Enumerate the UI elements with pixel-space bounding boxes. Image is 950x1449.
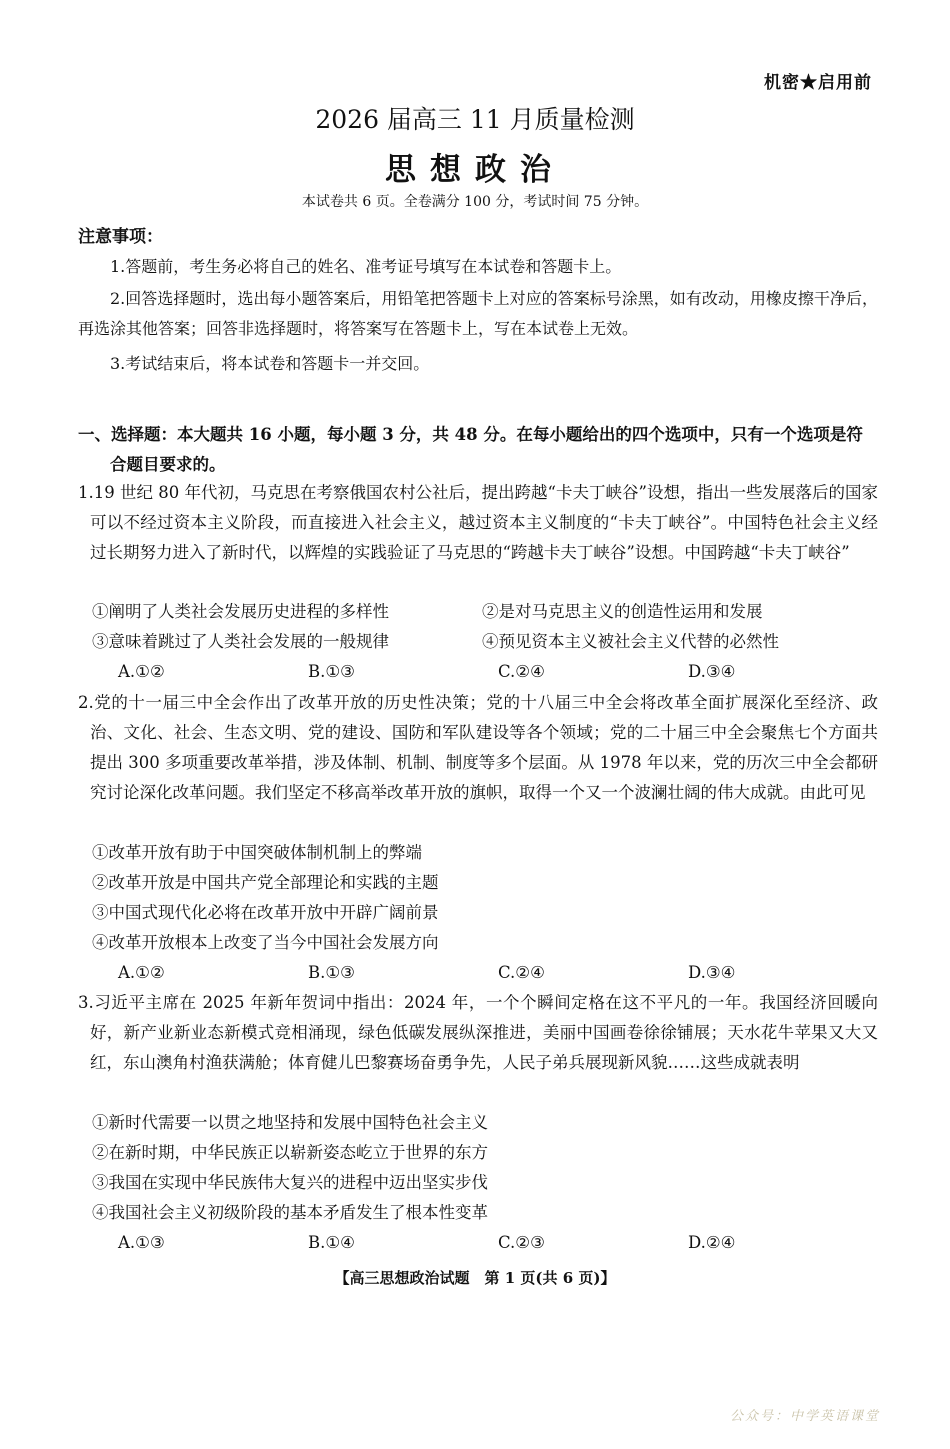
option-item: ①阐明了人类社会发展历史进程的多样性: [92, 602, 389, 621]
option-item: ④我国社会主义初级阶段的基本矛盾发生了根本性变革: [92, 1203, 488, 1222]
watermark: 公众号：中学英语课堂: [729, 1409, 880, 1424]
section-text: 一、选择题：本大题共 16 小题，每小题 3 分，共 48 分。在每小题给出的四个选项中，只有一个选项是符合题目要求的。: [78, 425, 863, 474]
option-item: ②在新时期，中华民族正以崭新姿态屹立于世界的东方: [92, 1143, 488, 1162]
options-row: [92, 627, 882, 657]
answer-choice: D.②④: [688, 1233, 736, 1252]
answer-choices: [118, 958, 878, 988]
notice-heading: 注意事项：: [78, 227, 163, 247]
answer-choice: C.②③: [498, 1233, 545, 1252]
answer-choice: D.③④: [688, 963, 736, 982]
answer-choice: B.①③: [308, 963, 355, 982]
question-2: [78, 688, 878, 808]
notice-item: 1.答题前，考生务必将自己的姓名、准考证号填写在本试卷和答题卡上。: [110, 257, 622, 276]
answer-choice: A.①③: [118, 1233, 165, 1252]
section-heading: [78, 420, 878, 480]
option-item: ①改革开放有助于中国突破体制机制上的弊端: [92, 843, 422, 862]
option-item: ②改革开放是中国共产党全部理论和实践的主题: [92, 873, 439, 892]
option-item: ③中国式现代化必将在改革开放中开辟广阔前景: [92, 903, 439, 922]
option-item: ①新时代需要一以贯之地坚持和发展中国特色社会主义: [92, 1113, 488, 1132]
answer-choice: D.③④: [688, 662, 736, 681]
answer-choice: A.①②: [118, 662, 165, 681]
options-row: [92, 597, 882, 627]
answer-choice: B.①③: [308, 662, 355, 681]
option-item: ③意味着跳过了人类社会发展的一般规律: [92, 632, 389, 651]
answer-choices: [118, 657, 878, 687]
answer-choices: [118, 1228, 878, 1258]
question-stem: 1.19 世纪 80 年代初，马克思在考察俄国农村公社后，提出跨越“卡夫丁峡谷”设想，指出一些发展落后的国家可以不经过资本主义阶段，而直接进入社会主义，越过资本主义制度的“卡夫丁峡谷”。中国特色社会主义经过长期努力进入了新时代，以辉煌的实践验证了马克思的“跨越卡夫丁峡谷”设想。中国跨越“卡夫丁峡谷”: [78, 483, 878, 562]
answer-choice: A.①②: [118, 963, 165, 982]
question-stem: 2.党的十一届三中全会作出了改革开放的历史性决策；党的十八届三中全会将改革全面扩展深化至经济、政治、文化、社会、生态文明、党的建设、国防和军队建设等各个领域；党的二十届三中全会聚焦七个方面共提出 300 多项重要改革举措，涉及体制、机制、制度等多个层面。从 1978 年以来，党的历次三中全会都研究讨论深化改革问题。我们坚定不移高举改革开放的旗帜，取得一个又一个波澜壮阔的伟大成就。由此可见: [78, 693, 878, 802]
confidential-label: 机密★启用前: [764, 73, 872, 93]
page-footer: 【高三思想政治试题 第 1 页(共 6 页)】: [334, 1269, 616, 1287]
option-item: ④改革开放根本上改变了当今中国社会发展方向: [92, 933, 439, 952]
option-item: ④预见资本主义被社会主义代替的必然性: [482, 632, 779, 651]
exam-info: 本试卷共 6 页。全卷满分 100 分，考试时间 75 分钟。: [301, 194, 649, 210]
question-1: [78, 478, 878, 568]
option-item: ③我国在实现中华民族伟大复兴的进程中迈出坚实步伐: [92, 1173, 488, 1192]
question-3: [78, 988, 878, 1078]
question-stem: 3.习近平主席在 2025 年新年贺词中指出：2024 年，一个个瞬间定格在这不平凡的一年。我国经济回暖向好，新产业新业态新模式竞相涌现，绿色低碳发展纵深推进，美丽中国画卷徐徐铺展；天水花牛苹果又大又红，东山澳角村渔获满舱；体育健儿巴黎赛场奋勇争先，人民子弟兵展现新风貌……这些成就表明: [78, 993, 878, 1072]
answer-choice: C.②④: [498, 662, 545, 681]
exam-title: 2026 届高三 11 月质量检测: [315, 105, 635, 134]
answer-choice: B.①④: [308, 1233, 355, 1252]
notice-item: 2.回答选择题时，选出每小题答案后，用铅笔把答题卡上对应的答案标号涂黑，如有改动，用橡皮擦干净后，再选涂其他答案；回答非选择题时，将答案写在答题卡上，写在本试卷上无效。: [78, 289, 878, 338]
answer-choice: C.②④: [498, 963, 545, 982]
subject-title: 思想政治: [385, 152, 565, 188]
notice-item: 3.考试结束后，将本试卷和答题卡一并交回。: [110, 354, 430, 373]
option-item: ②是对马克思主义的创造性运用和发展: [482, 602, 763, 621]
